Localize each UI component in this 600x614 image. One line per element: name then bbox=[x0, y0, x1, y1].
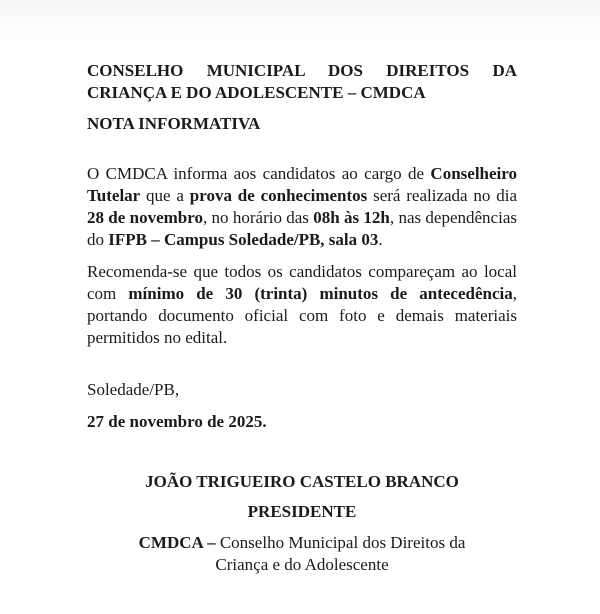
p2-text-1: Recomenda-se que todos os candidatos compareçam ao local com bbox=[87, 262, 517, 303]
p1-bold-location: IFPB – Campus Soledade/PB, sala 03 bbox=[108, 230, 379, 249]
p1-text-6: . bbox=[378, 230, 383, 249]
sig-org-line-2: Criança e do Adolescente bbox=[215, 555, 389, 574]
p1-bold-role: Conselheiro Tutelar bbox=[87, 164, 517, 205]
p1-bold-time: 08h às 12h bbox=[313, 208, 390, 227]
p1-bold-date: 28 de novembro bbox=[87, 208, 203, 227]
date-line: 27 de novembro de 2025. bbox=[87, 412, 267, 431]
signature-block bbox=[87, 471, 517, 576]
signatory-role: PRESIDENTE bbox=[247, 502, 357, 521]
organization-heading-line-1: CONSELHO MUNICIPAL DOS DIREITOS DA bbox=[87, 61, 517, 80]
sig-org-line-1: Conselho Municipal dos Direitos da bbox=[215, 533, 466, 552]
p2-bold-arrival: mínimo de 30 (trinta) minutos de antecedência bbox=[128, 284, 513, 303]
p2-text-2: , portando documento oficial com foto e demais materiais permitidos no edital. bbox=[87, 284, 517, 347]
p1-text-1: O CMDCA informa aos candidatos ao cargo de bbox=[87, 164, 431, 183]
signatory-organization bbox=[87, 532, 517, 576]
p1-text-5: , nas dependências do bbox=[87, 208, 517, 249]
paragraph-recommendation bbox=[87, 261, 517, 349]
paragraph-exam-info bbox=[87, 163, 517, 251]
p1-text-3: será realizada no dia bbox=[367, 186, 517, 205]
organization-heading-line-2: CRIANÇA E DO ADOLESCENTE – CMDCA bbox=[87, 83, 426, 102]
p1-bold-exam: prova de conhecimentos bbox=[189, 186, 368, 205]
p1-text-4: , no horário das bbox=[202, 208, 314, 227]
organization-heading bbox=[87, 60, 517, 104]
document-body bbox=[87, 60, 517, 433]
p1-text-2: que a bbox=[140, 186, 190, 205]
sig-org-abbrev: CMDCA – bbox=[138, 533, 216, 552]
signatory-name: JOÃO TRIGUEIRO CASTELO BRANCO bbox=[145, 472, 459, 491]
place-line: Soledade/PB, bbox=[87, 380, 180, 399]
document-title: NOTA INFORMATIVA bbox=[87, 114, 261, 133]
